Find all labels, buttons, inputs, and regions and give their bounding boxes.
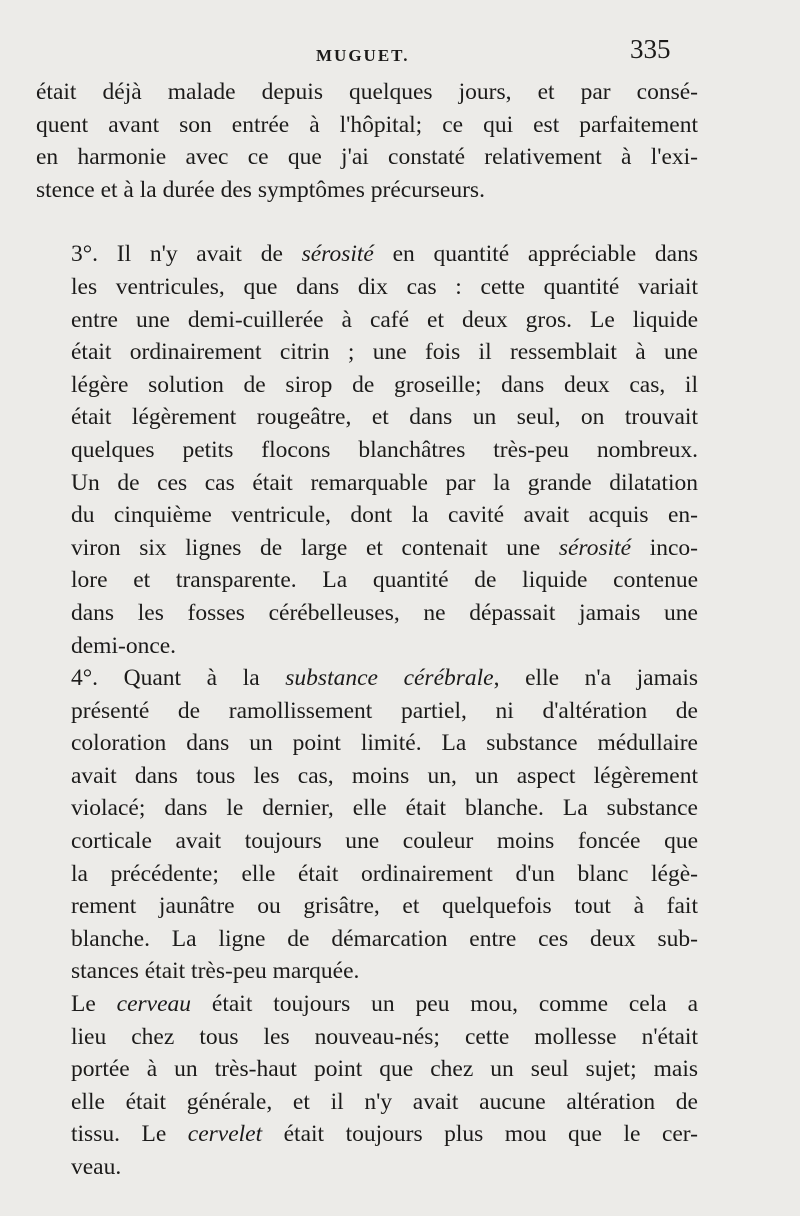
text-line: tissu. Le cervelet était toujours plus mou que le cer- — [71, 1121, 698, 1148]
text-line: dans les fosses cérébelleuses, ne dépassait jamais une — [71, 599, 698, 626]
running-title: MUGUET. — [316, 46, 410, 65]
text-line: légère solution de sirop de groseille; dans deux cas, il — [71, 371, 698, 398]
text-line: présenté de ramollissement partiel, ni d'altération de — [71, 697, 698, 724]
text-line: du cinquième ventricule, dont la cavité avait acquis en- — [71, 502, 698, 529]
text-line: lieu chez tous les nouveau-nés; cette mollesse n'était — [71, 1023, 698, 1050]
text-line: était déjà malade depuis quelques jours, et par consé- — [36, 79, 698, 105]
text-line: viron six lignes de large et contenait une sérosité inco- — [71, 534, 698, 561]
text-line: entre une demi-cuillerée à café et deux gros. Le liquide — [71, 306, 698, 333]
page-number: 335 — [630, 34, 671, 64]
text-line: veau. — [71, 1154, 122, 1180]
paragraph-1 — [36, 76, 698, 206]
paragraph-4 — [36, 988, 698, 1184]
text-line: rement jaunâtre ou grisâtre, et quelquefois tout à fait — [71, 893, 698, 920]
text-line: portée à un très-haut point que chez un seul sujet; mais — [71, 1056, 698, 1083]
text-line: stances était très-peu marquée. — [71, 958, 360, 985]
text-line: les ventricules, que dans dix cas : cette quantité variait — [71, 273, 698, 300]
running-head — [0, 30, 800, 74]
text-line: la précédente; elle était ordinairement d'un blanc légè- — [71, 860, 698, 887]
text-line: elle était générale, et il n'y avait aucune altération de — [71, 1088, 698, 1115]
text-line: 4°. Quant à la substance cérébrale, elle n'a jamais — [71, 665, 698, 692]
text-line: corticale avait toujours une couleur moins foncée que — [71, 828, 698, 855]
text-line: était ordinairement citrin ; une fois il ressemblait à une — [71, 339, 698, 366]
paragraph-3 — [36, 662, 698, 988]
text-line: stence et à la durée des symptômes précurseurs. — [36, 176, 485, 203]
text-line: Le cerveau était toujours un peu mou, comme cela a — [71, 991, 699, 1018]
text-line: blanche. La ligne de démarcation entre ces deux sub- — [71, 925, 698, 952]
text-line: en harmonie avec ce que j'ai constaté relativement à l'exi- — [36, 144, 698, 171]
paragraph-2 — [36, 238, 698, 662]
text-line: lore et transparente. La quantité de liquide contenue — [71, 567, 698, 594]
text-line: demi-once. — [71, 632, 177, 659]
text-line: Un de ces cas était remarquable par la grande dilatation — [71, 469, 698, 496]
text-line: était légèrement rougeâtre, et dans un seul, on trouvait — [71, 404, 698, 431]
text-line: quent avant son entrée à l'hôpital; ce qui est parfaitement — [36, 111, 698, 138]
text-line: 3°. Il n'y avait de sérosité en quantité appréciable dans — [71, 241, 698, 268]
text-line: quelques petits flocons blanchâtres très-peu nombreux. — [71, 436, 698, 463]
text-line: violacé; dans le dernier, elle était blanche. La substance — [71, 795, 698, 822]
text-line: coloration dans un point limité. La substance médullaire — [71, 730, 698, 757]
text-line: avait dans tous les cas, moins un, un aspect légèrement — [71, 762, 698, 789]
body-text — [36, 76, 698, 1184]
